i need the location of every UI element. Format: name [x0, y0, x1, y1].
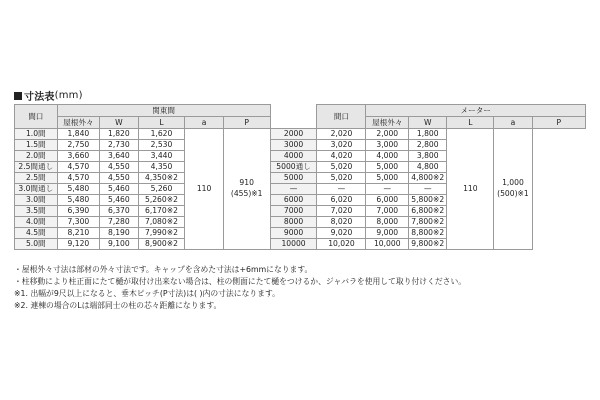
left-frontage-cell: 4.0間 — [15, 217, 58, 228]
right-outer-cell: — — [317, 184, 366, 195]
left-w-cell: 2,730 — [100, 140, 138, 151]
left-frontage-cell: 1.0間 — [15, 129, 58, 140]
left-l-cell: 2,530 — [138, 140, 185, 151]
left-l-cell: 5,260 — [138, 184, 185, 195]
left-w-cell: 4,550 — [100, 162, 138, 173]
left-frontage-cell: 3.0間 — [15, 195, 58, 206]
left-w-cell: 4,550 — [100, 173, 138, 184]
left-w-cell: 3,640 — [100, 151, 138, 162]
left-p-header: P — [223, 117, 270, 129]
right-frontage-cell: 8000 — [270, 217, 317, 228]
right-frontage-cell: 2000 — [270, 129, 317, 140]
right-a-cell: 110 — [447, 129, 494, 250]
right-w-cell: 5,000 — [366, 173, 409, 184]
right-outer-cell: 4,020 — [317, 151, 366, 162]
heading-unit: (mm) — [54, 90, 83, 101]
right-p-cell — [494, 129, 532, 250]
left-w-cell: 6,370 — [100, 206, 138, 217]
right-p-value: 1,000 — [502, 178, 524, 188]
table-heading — [14, 88, 83, 103]
right-l-cell: 3,800 — [409, 151, 447, 162]
left-outer-cell: 3,660 — [57, 151, 100, 162]
right-outer-cell: 8,020 — [317, 217, 366, 228]
left-outer-cell: 1,840 — [57, 129, 100, 140]
right-frontage-cell: 5000通し — [270, 162, 317, 173]
left-l-cell: 4,350※2 — [138, 173, 185, 184]
note-line: ※1. 出幅が9尺以上になると、垂木ピッチ(P寸法)は( )内の寸法になります。 — [14, 289, 280, 298]
right-l-cell: 7,800※2 — [409, 217, 447, 228]
left-outer-cell: 8,210 — [57, 228, 100, 239]
right-group-header: メーター — [366, 105, 586, 117]
left-l-cell: 5,260※2 — [138, 195, 185, 206]
right-l-cell: 6,800※2 — [409, 206, 447, 217]
right-l-cell: 5,800※2 — [409, 195, 447, 206]
left-l-cell: 1,620 — [138, 129, 185, 140]
right-frontage-cell: 10000 — [270, 239, 317, 250]
left-l-header: L — [138, 117, 185, 129]
right-frontage-header: 間口 — [317, 105, 366, 129]
heading-title: 寸法表 — [24, 92, 55, 103]
right-l-cell: 9,800※2 — [409, 239, 447, 250]
right-w-cell: — — [366, 184, 409, 195]
right-outer-cell: 6,020 — [317, 195, 366, 206]
right-l-cell: 1,800 — [409, 129, 447, 140]
right-outer-cell: 7,020 — [317, 206, 366, 217]
right-w-cell: 4,000 — [366, 151, 409, 162]
left-outer-cell: 9,120 — [57, 239, 100, 250]
right-w-cell: 8,000 — [366, 217, 409, 228]
right-l-cell: 8,800※2 — [409, 228, 447, 239]
left-outer-cell: 7,300 — [57, 217, 100, 228]
right-outer-cell: 5,020 — [317, 162, 366, 173]
right-frontage-cell: 6000 — [270, 195, 317, 206]
left-l-cell: 6,170※2 — [138, 206, 185, 217]
left-w-cell: 5,460 — [100, 195, 138, 206]
left-frontage-cell: 3.5間 — [15, 206, 58, 217]
left-outer-cell: 5,480 — [57, 184, 100, 195]
left-a-cell: 110 — [185, 129, 223, 250]
left-l-cell: 3,440 — [138, 151, 185, 162]
left-outer-cell: 2,750 — [57, 140, 100, 151]
table-gap — [270, 105, 317, 129]
left-frontage-header: 間口 — [15, 105, 58, 129]
left-p-value: 910 — [239, 178, 254, 188]
right-outer-cell: 2,020 — [317, 129, 366, 140]
dimension-table — [14, 104, 586, 250]
right-outer-cell: 9,020 — [317, 228, 366, 239]
right-frontage-cell: 4000 — [270, 151, 317, 162]
left-l-cell: 7,080※2 — [138, 217, 185, 228]
left-frontage-cell: 2.0間 — [15, 151, 58, 162]
left-outer-cell: 4,570 — [57, 173, 100, 184]
right-l-cell: — — [409, 184, 447, 195]
left-outer-header: 屋根外々 — [57, 117, 100, 129]
right-frontage-cell: 3000 — [270, 140, 317, 151]
table-row — [15, 129, 586, 140]
left-w-cell: 7,280 — [100, 217, 138, 228]
right-frontage-cell: 7000 — [270, 206, 317, 217]
left-outer-cell: 6,390 — [57, 206, 100, 217]
left-w-cell: 1,820 — [100, 129, 138, 140]
right-w-cell: 9,000 — [366, 228, 409, 239]
left-frontage-cell: 2.5間通し — [15, 162, 58, 173]
left-w-cell: 8,190 — [100, 228, 138, 239]
left-outer-cell: 4,570 — [57, 162, 100, 173]
right-p-note: (500)※1 — [497, 189, 529, 198]
right-w-cell: 3,000 — [366, 140, 409, 151]
right-w-header: W — [409, 117, 447, 129]
right-l-cell: 4,800※2 — [409, 173, 447, 184]
right-w-cell: 10,000 — [366, 239, 409, 250]
left-p-cell — [223, 129, 270, 250]
left-frontage-cell: 4.5間 — [15, 228, 58, 239]
right-w-cell: 2,000 — [366, 129, 409, 140]
note-line: ・柱移動により柱正面にたて樋が取付け出来ない場合は、柱の側面にたて樋をつけるか、ジャバラを使用して取り付けください。 — [14, 277, 467, 286]
left-l-cell: 8,900※2 — [138, 239, 185, 250]
right-l-cell: 2,800 — [409, 140, 447, 151]
left-w-cell: 5,460 — [100, 184, 138, 195]
right-frontage-cell: 9000 — [270, 228, 317, 239]
left-l-cell: 7,990※2 — [138, 228, 185, 239]
right-w-cell: 5,000 — [366, 162, 409, 173]
left-a-header: a — [185, 117, 223, 129]
square-bullet-icon — [14, 92, 22, 100]
right-l-header: L — [447, 117, 494, 129]
note-line: ・屋根外々寸法は部材の外々寸法です。キャップを含めた寸法は+6mmになります。 — [14, 265, 313, 274]
left-group-header: 関東間 — [57, 105, 270, 117]
left-outer-cell: 5,480 — [57, 195, 100, 206]
right-outer-header: 屋根外々 — [366, 117, 409, 129]
left-frontage-cell: 3.0間通し — [15, 184, 58, 195]
right-w-cell: 7,000 — [366, 206, 409, 217]
right-frontage-cell: 5000 — [270, 173, 317, 184]
left-l-cell: 4,350 — [138, 162, 185, 173]
right-p-header: P — [532, 117, 585, 129]
right-w-cell: 6,000 — [366, 195, 409, 206]
left-p-note: (455)※1 — [230, 189, 263, 198]
right-frontage-cell: — — [270, 184, 317, 195]
notes — [14, 264, 586, 312]
right-outer-cell: 5,020 — [317, 173, 366, 184]
right-l-cell: 4,800 — [409, 162, 447, 173]
right-outer-cell: 3,020 — [317, 140, 366, 151]
left-frontage-cell: 5.0間 — [15, 239, 58, 250]
note-line: ※2. 連棟の場合のLは端部同士の柱の芯々距離になります。 — [14, 301, 222, 310]
right-outer-cell: 10,020 — [317, 239, 366, 250]
left-frontage-cell: 2.5間 — [15, 173, 58, 184]
left-frontage-cell: 1.5間 — [15, 140, 58, 151]
right-a-header: a — [494, 117, 532, 129]
left-w-header: W — [100, 117, 138, 129]
left-w-cell: 9,100 — [100, 239, 138, 250]
